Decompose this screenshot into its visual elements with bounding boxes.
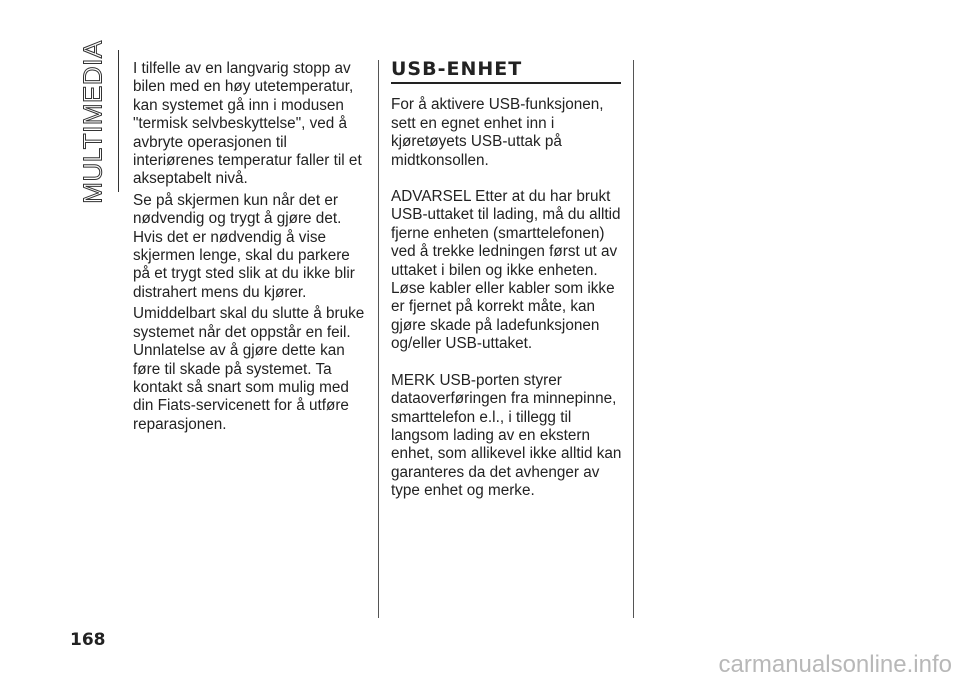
- column-divider-left: [378, 60, 379, 618]
- right-column: [391, 60, 626, 504]
- right-paragraph-1: For å aktivere USB-funksjonen, sett en egnet enhet inn i kjøretøyets USB-uttak på midtkonsollen.: [391, 96, 604, 169]
- note-paragraph: MERK USB-porten styrer dataoverføringen fra minnepinne, smarttelefon e.l., i tillegg til langsom lading av en ekstern enhet, som allikevel ikke alltid kan garanteres da det avhenger av type enhet og merke.: [391, 371, 622, 500]
- watermark: carmanualsonline.info: [718, 651, 952, 678]
- warning-paragraph: ADVARSEL Etter at du har brukt USB-uttaket til lading, må du alltid fjerne enheten (smarttelefonen) ved å trekke ledningen først ut av uttaket i bilen og ikke enheten. Løse kabler eller kabler som ikke er fjernet på korrekt måte, kan gjøre skade på ladefunksjonen og/eller USB-uttaket.: [391, 188, 621, 353]
- section-label-text: MULTIMEDIA: [77, 40, 108, 204]
- section-label: [77, 40, 108, 204]
- section-heading: USB-ENHET: [391, 60, 621, 84]
- section-divider: [118, 50, 119, 192]
- left-paragraph-1: I tilfelle av en langvarig stopp av bilen med en høy utetemperatur, kan systemet gå inn i modusen "termisk selvbeskyttelse", ved å avbryte operasjonen til interiørenes temperatur faller til et akseptabelt nivå.: [133, 60, 362, 188]
- left-column: [133, 60, 365, 437]
- page-number: 168: [70, 630, 106, 650]
- column-divider-right: [633, 60, 634, 618]
- left-paragraph-2: Se på skjermen kun når det er nødvendig og trygt å gjøre det. Hvis det er nødvendig å vise skjermen lenge, skal du parkere på et trygt sted slik at du ikke blir distrahert mens du kjører.: [133, 191, 355, 301]
- left-paragraph-3: Umiddelbart skal du slutte å bruke systemet når det oppstår en feil. Unnlatelse av å gjøre dette kan føre til skade på systemet. Ta kontakt så snart som mulig med din Fiats-servicenett for å utføre reparasjonen.: [133, 305, 365, 433]
